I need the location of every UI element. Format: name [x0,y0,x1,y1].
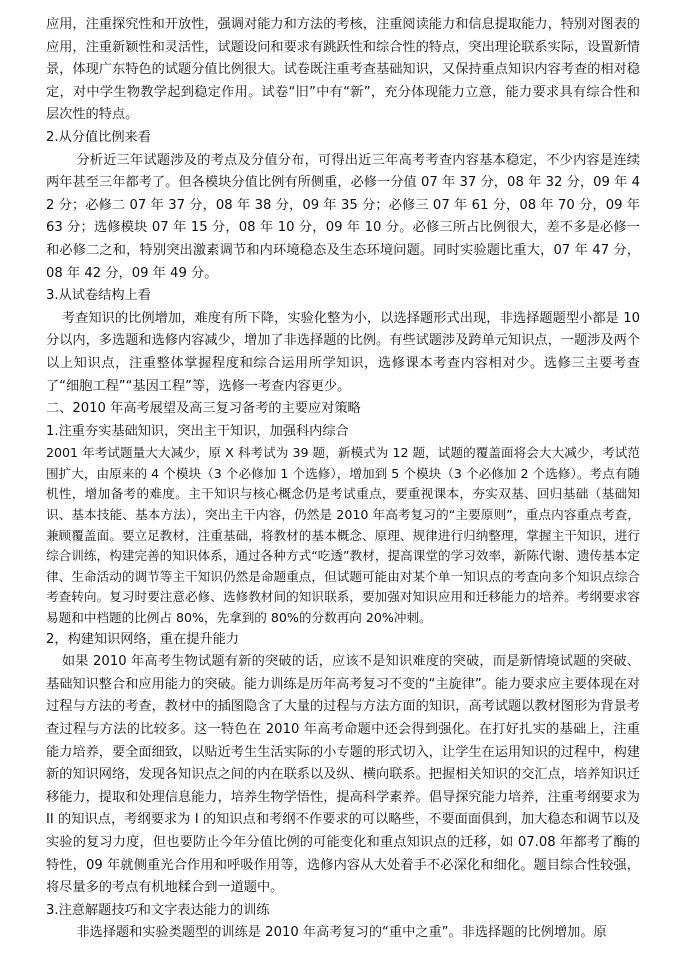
heading-paper-structure: 3.从试卷结构上看 [46,288,151,304]
heading-score-ratio: 2.从分值比例来看 [46,129,151,145]
paper-structure-paragraph: 考查知识的比例增加，难度有所下降，实验化整为小，以选择题形式出现，非选择题题型小都是 10 分以内，多选题和选修内容减少，增加了非选择题的比例。有些试题涉及跨单元知识点，一题涉及两个以上知识点，注重整体掌握程度和综合运用所学知识，选修课本考查内容相对少。选修三主要考查了“细胞工程”“基因工程”等，选修一考查内容更少。 [46,310,640,394]
strategy-two-paragraph: 如果 2010 年高考生物试题有新的突破的话，应该不是知识难度的突破，而是新情境试题的突破、基础知识整合和应用能力的突破。能力训练是历年高考复习不变的“主旋律”。能力要求应主要体现在对过程与方法的考查，教材中的插图隐含了大量的过程与方法方面的知识，高考试题以教材图形为背景考查过程与方法的比较多。这一特色在 2010 年高考命题中还会得到强化。在打好扎实的基础上，注重能力培养，要全面细致，以贴近考生生活实际的小专题的形式切入，让学生在运用知识的过程中，构建新的知识网络，发现各知识点之间的内在联系以及纵、横向联系。把握相关知识的交汇点，培养知识迁移能力，提取和处理信息能力，培养生物学悟性，提高科学素养。倡导探究能力培养，注重考纲要求为 II 的知识点，考纲要求为 I 的知识点和考纲不作要求的可以略些，不要面面俱到，加大稳态和调节以及实验的复习力度，但也要防止今年分值比例的可能变化和重点知识点的迁移，如 07.08 年都考了酶的特性，09 年就侧重光合作用和呼吸作用等，选修内容从大处着手不必深化和细化。题目综合性较强，将尽量多的考点有机地糅合到一道题中。 [46,654,640,896]
strategy-two-heading: 2，构建知识网络，重在提升能力 [46,631,240,647]
strategy-one-paragraph: 2001 年考试题量大大减少，原 X 科考试为 39 题，新模式为 12 题，试题的覆盖面将会大大减少，考试范围扩大，由原来的 4 个模块（3 个必修加 1 个选修），增加到 5 个模块（3 个必修加 2 个选修）。考点有随机性，增加备考的难度。主干知识与核心概念仍是考试重点，要重视课本，夯实双基、回归基础（基础知识、基本技能、基本方法），突出主干内容，仍然是 2010 年高考复习的“主要原则”，重点内容重点考查，兼顾覆盖面。要立足教材，注重基础，将教材的基本概念、原理、规律进行归纳整理，掌握主干知识，进行综合训练，构建完善的知识体系，通过各种方式“吃透”教材，提高课堂的学习效率，新陈代谢、遗传基本定律、生命活动的调节等主干知识仍然是命题重点，但试题可能由对某个单一知识点的考查向多个知识点综合考查转向。复习时要注意必修、选修教材间的知识联系，要加强对知识应用和迁移能力的培养。考纲要求容易题和中档题的比例占 80%，先拿到的 80%的分数再向 20%冲刺。 [46,445,640,626]
document-page [46,14,640,945]
strategy-three-heading: 3.注意解题技巧和文字表达能力的训练 [46,902,270,918]
section-two-heading: 二、2010 年高考展望及高三复习备考的主要应对策略 [46,401,361,417]
strategy-three-paragraph: 非选择题和实验类题型的训练是 2010 年高考复习的“重中之重”。非选择题的比例增加。原 [76,925,607,941]
intro-paragraph: 应用，注重探究性和开放性，强调对能力和方法的考核，注重阅读能力和信息提取能力，特别对图表的应用，注重新颖性和灵活性，试题设问和要求有跳跃性和综合性的特点，突出理论联系实际，设置新情景，体现广东特色的试题分值比例很大。试卷既注重考查基础知识，又保持重点知识内容考查的相对稳定，对中学生物教学起到稳定作用。试卷“旧”中有“新”，充分体现能力立意，能力要求具有综合性和层次性的特点。 [46,17,640,123]
strategy-one-heading: 1.注重夯实基础知识，突出主干知识，加强科内综合 [46,423,349,439]
score-ratio-paragraph: 分析近三年试题涉及的考点及分值分布，可得出近三年高考考查内容基本稳定，不少内容是连续两年甚至三年都考了。但各模块分值比例有所侧重，必修一分值 07 年 37 分，08 年 32 分，09 年 42 分；必修二 07 年 37 分，08 年 38 分，09 年 35 分；必修三 07 年 61 分，08 年 70 分，09 年 63 分；选修模块 07 年 15 分，08 年 10 分，09 年 10 分。必修三所占比例很大，差不多是必修一和必修二之和，特别突出激素调节和内环境稳态及生态环境问题。同时实验题比重大，07 年 47 分，08 年 42 分，09 年 49 分。 [46,152,640,281]
